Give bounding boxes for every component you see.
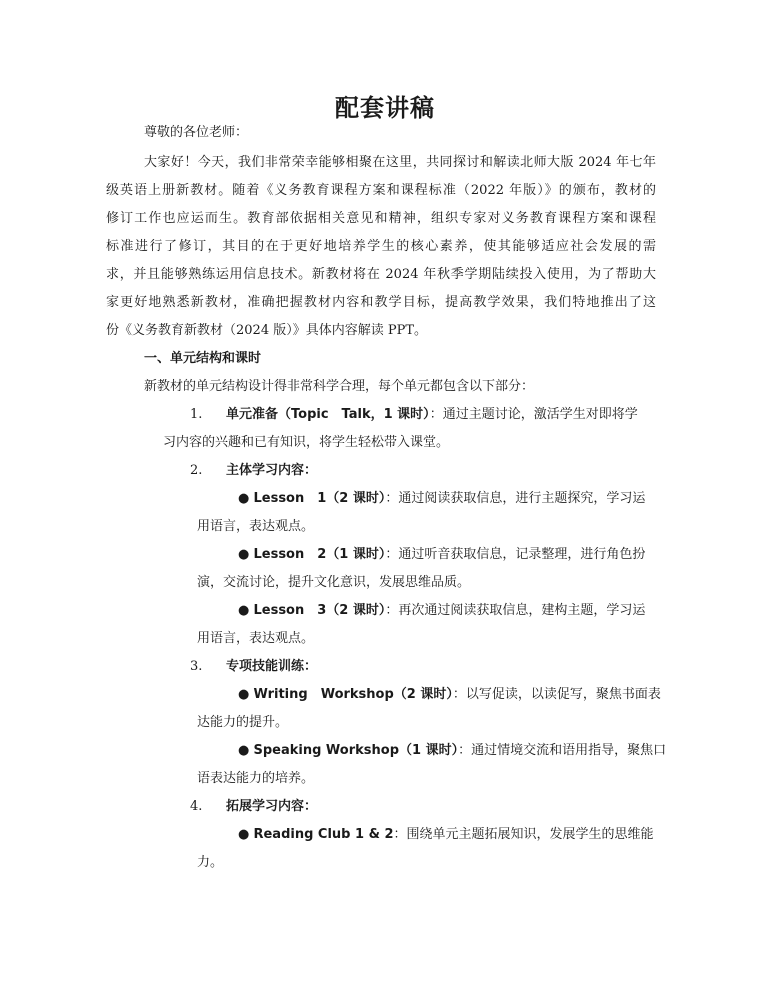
list-item-bold: 拓展学习内容： bbox=[226, 799, 318, 814]
section-intro: 新教材的单元结构设计得非常科学合理，每个单元都包含以下部分： bbox=[144, 379, 535, 394]
list-number: 3. bbox=[190, 659, 203, 674]
intro-line: 级英语上册新教材。随着《义务教育课程方案和课程标准（2022 年版）》的颁布，教材的 bbox=[106, 183, 656, 198]
intro-line: 标准进行了修订，其目的在于更好地培养学生的核心素养，使其能够适应社会发展的需 bbox=[106, 239, 656, 254]
bullet-bold: Reading Club 1 & 2 bbox=[253, 827, 394, 842]
bullet-item bbox=[238, 489, 645, 509]
list-number: 4. bbox=[190, 799, 203, 814]
bullet-text: ：通过听音获取信息，记录整理，进行角色扮 bbox=[385, 547, 646, 562]
bullet-icon: ● bbox=[238, 603, 250, 618]
bullet-item bbox=[238, 825, 654, 845]
bullet-continuation: 力。 bbox=[197, 855, 224, 870]
bullet-text: ：以写促读，以读促写，聚焦书面表 bbox=[452, 687, 661, 702]
bullet-item bbox=[238, 685, 661, 705]
bullet-bold: Lesson 2（1 课时） bbox=[253, 547, 386, 562]
intro-line: 大家好！今天，我们非常荣幸能够相聚在这里，共同探讨和解读北师大版 2024 年七年 bbox=[144, 155, 656, 170]
bullet-bold: Writing Workshop（2 课时） bbox=[253, 687, 453, 702]
list-number: 1. bbox=[190, 407, 203, 422]
bullet-text: ：通过阅读获取信息，进行主题探究，学习运 bbox=[385, 491, 646, 506]
bullet-bold: Speaking Workshop（1 课时） bbox=[253, 743, 459, 758]
page-title: 配套讲稿 bbox=[335, 94, 435, 122]
list-item-bold: 专项技能训练： bbox=[226, 659, 318, 674]
bullet-icon: ● bbox=[238, 687, 250, 702]
list-item bbox=[226, 405, 638, 425]
list-item-bold: 单元准备（Topic Talk，1 课时） bbox=[226, 407, 430, 422]
bullet-icon: ● bbox=[238, 743, 250, 758]
bullet-icon: ● bbox=[238, 827, 250, 842]
bullet-bold: Lesson 3（2 课时） bbox=[253, 603, 386, 618]
list-item-text: ：通过主题讨论，激活学生对即将学 bbox=[429, 407, 638, 422]
intro-line: 份《义务教育新教材（2024 版）》具体内容解读 PPT。 bbox=[106, 323, 428, 338]
bullet-item bbox=[238, 545, 645, 565]
section-heading: 一、单元结构和课时 bbox=[144, 351, 262, 366]
bullet-continuation: 语表达能力的培养。 bbox=[197, 771, 315, 786]
bullet-item bbox=[238, 601, 645, 621]
list-item-continuation: 习内容的兴趣和已有知识，将学生轻松带入课堂。 bbox=[163, 435, 450, 450]
bullet-text: ：再次通过阅读获取信息，建构主题，学习运 bbox=[385, 603, 646, 618]
bullet-text: ：通过情境交流和语用指导，聚焦口 bbox=[458, 743, 667, 758]
list-item-bold: 主体学习内容： bbox=[226, 463, 318, 478]
list-number: 2. bbox=[190, 463, 203, 478]
bullet-continuation: 用语言，表达观点。 bbox=[197, 519, 315, 534]
bullet-continuation: 用语言，表达观点。 bbox=[197, 631, 315, 646]
intro-line: 修订工作也应运而生。教育部依据相关意见和精神，组织专家对义务教育课程方案和课程 bbox=[106, 211, 656, 226]
greeting: 尊敬的各位老师： bbox=[144, 125, 249, 140]
bullet-icon: ● bbox=[238, 491, 250, 506]
bullet-text: ：围绕单元主题拓展知识，发展学生的思维能 bbox=[393, 827, 654, 842]
bullet-bold: Lesson 1（2 课时） bbox=[253, 491, 386, 506]
bullet-item bbox=[238, 741, 666, 761]
intro-line: 家更好地熟悉新教材，准确把握教材内容和教学目标，提高教学效果，我们特地推出了这 bbox=[106, 295, 656, 310]
bullet-continuation: 演，交流讨论，提升文化意识，发展思维品质。 bbox=[197, 575, 471, 590]
bullet-icon: ● bbox=[238, 547, 250, 562]
intro-line: 求，并且能够熟练运用信息技术。新教材将在 2024 年秋季学期陆续投入使用，为了帮助大 bbox=[106, 267, 656, 282]
bullet-continuation: 达能力的提升。 bbox=[197, 715, 289, 730]
